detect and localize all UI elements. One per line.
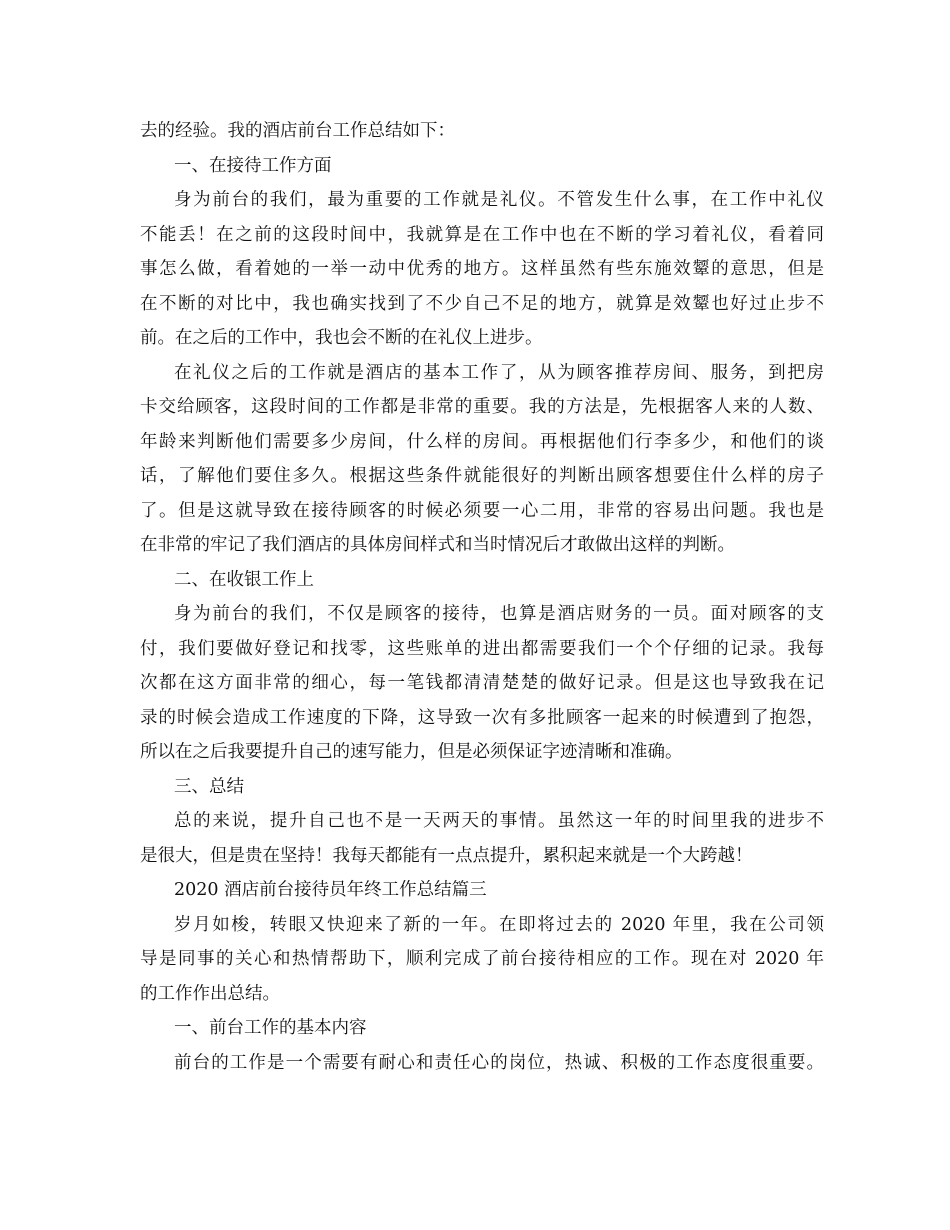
text-line: 年龄来判断他们需要多少房间，什么样的房间。再根据他们行李多少，和他们的谈 — [140, 431, 824, 452]
text-line: 是很大，但是贵在坚持！我每天都能有一点点提升，累积起来就是一个大跨越！ — [140, 845, 753, 866]
text-line: 事怎么做，看着她的一举一动中优秀的地方。这样虽然有些东施效颦的意思，但是 — [140, 259, 824, 279]
text-line: 导是同事的关心和热情帮助下，顺利完成了前台接待相应的工作。现在对 2020 年 — [140, 949, 824, 969]
text-line: 在非常的牢记了我们酒店的具体房间样式和当时情况后才敢做出这样的判断。 — [140, 535, 735, 555]
text-line: 前台的工作是一个需要有耐心和责任心的岗位，热诚、积极的工作态度很重要。 — [174, 1052, 824, 1073]
text-line: 身为前台的我们，不仅是顾客的接待，也算是酒店财务的一员。面对顾客的支 — [174, 604, 824, 624]
text-line: 前。在之后的工作中，我也会不断的在礼仪上进步。 — [140, 328, 543, 348]
text-line: 的工作作出总结。 — [140, 983, 280, 1004]
text-line: 卡交给顾客，这段时间的工作都是非常的重要。我的方法是，先根据客人来的人数、 — [140, 397, 824, 417]
text-line: 2020 酒店前台接待员年终工作总结篇三 — [174, 880, 487, 900]
text-line: 去的经验。我的酒店前台工作总结如下： — [140, 121, 455, 141]
text-line: 次都在这方面非常的细心，每一笔钱都清清楚楚的做好记录。但是这也导致我在记 — [140, 673, 824, 693]
text-line: 在不断的对比中，我也确实找到了不少自己不足的地方，就算是效颦也好过止步不 — [140, 293, 824, 314]
text-line: 话，了解他们要住多久。根据这些条件就能很好的判断出顾客想要住什么样的房子 — [140, 466, 824, 486]
text-line: 岁月如梭，转眼又快迎来了新的一年。在即将过去的 2020 年里，我在公司领 — [174, 914, 824, 935]
text-line: 不能丢！在之前的这段时间中，我就算是在工作中也在不断的学习着礼仪，看着同 — [140, 224, 824, 245]
text-line: 总的来说，提升自己也不是一天两天的事情。虽然这一年的时间里我的进步不 — [174, 811, 824, 831]
document-body — [140, 114, 824, 1080]
text-line: 一、在接待工作方面 — [174, 155, 332, 176]
text-line: 三、总结 — [174, 776, 244, 797]
text-line: 身为前台的我们，最为重要的工作就是礼仪。不管发生什么事，在工作中礼仪 — [174, 190, 824, 210]
text-line: 了。但是这就导致在接待顾客的时候必须要一心二用，非常的容易出问题。我也是 — [140, 500, 824, 521]
text-line: 二、在收银工作上 — [174, 569, 314, 590]
text-line: 所以在之后我要提升自己的速写能力，但是必须保证字迹清晰和准确。 — [140, 742, 683, 762]
text-line: 一、前台工作的基本内容 — [174, 1018, 367, 1038]
text-line: 录的时候会造成工作速度的下降，这导致一次有多批顾客一起来的时候遭到了抱怨， — [140, 707, 824, 728]
text-line: 在礼仪之后的工作就是酒店的基本工作了，从为顾客推荐房间、服务，到把房 — [174, 362, 824, 383]
text-line: 付，我们要做好登记和找零，这些账单的进出都需要我们一个个仔细的记录。我每 — [140, 638, 824, 659]
